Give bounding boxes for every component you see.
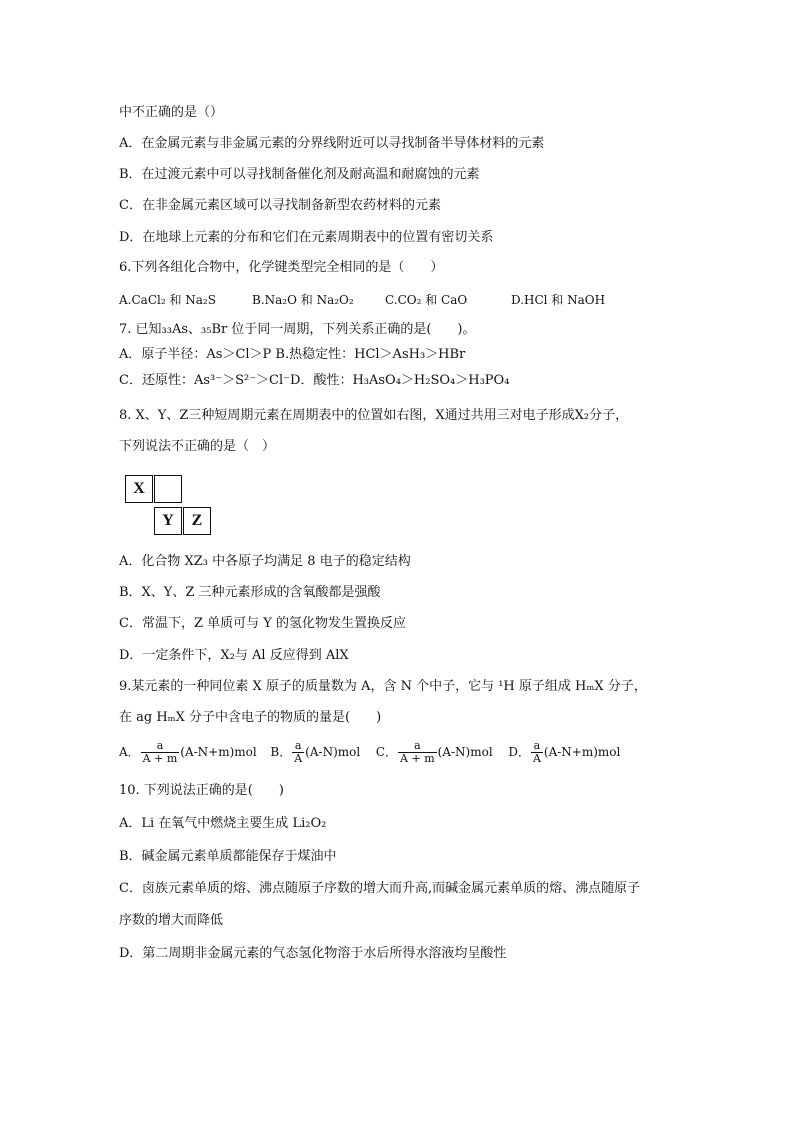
q9-option-a-label: A． xyxy=(119,745,140,759)
cell-y: Y xyxy=(154,507,182,535)
cell-x: X xyxy=(125,475,153,503)
q8-option-c: C．常温下，Z 单质可与 Y 的氢化物发生置换反应 xyxy=(119,616,406,631)
q5-option-d: D．在地球上元素的分布和它们在元素周期表中的位置有密切关系 xyxy=(119,230,494,245)
q5-option-b: B．在过渡元素中可以寻找制备催化剂及耐高温和耐腐蚀的元素 xyxy=(119,167,480,182)
q9-option-c-fraction: $\frac{a}{A + m}$ xyxy=(400,739,435,765)
q10-option-c-line2: 序数的增大而降低 xyxy=(119,913,224,928)
q8-option-a: A．化合物 XZ₃ 中各原子均满足 8 电子的稳定结构 xyxy=(119,554,411,569)
q9-option-b-fraction: $\frac{a}{A}$ xyxy=(294,739,303,765)
q7-stem: 7. 已知₃₃As、₃₅Br 位于同一周期，下列关系正确的是( )。 xyxy=(119,322,476,337)
q10-option-b: B．碱金属元素单质都能保存于煤油中 xyxy=(119,849,337,864)
q8-stem-line1: 8. X、Y、Z三种短周期元素在周期表中的位置如右图，X通过共用三对电子形成X₂分子， xyxy=(119,408,629,423)
q9-stem-line1: 9.某元素的一种同位素 X 原子的质量数为 A，含 N 个中子，它与 ¹H 原子组成 HₘX 分子， xyxy=(119,679,647,694)
q8-option-d: D．一定条件下，X₂与 Al 反应得到 AlX xyxy=(119,648,349,663)
cell-empty xyxy=(154,475,182,503)
q9-option-b-tail: (A-N)mol xyxy=(305,745,361,759)
q5-stem: 中不正确的是（） xyxy=(119,105,224,120)
q7-options-ab: A．原子半径：As＞Cl＞P B.热稳定性：HCl＞AsH₃＞HBr xyxy=(119,347,466,362)
q9-option-c-tail: (A-N)mol xyxy=(437,745,493,759)
q9-option-c-label: C． xyxy=(375,745,398,759)
q6-option-c: C.CO₂ 和 CaO xyxy=(385,293,468,307)
q6-stem: 6.下列各组化合物中，化学键类型完全相同的是（ ） xyxy=(119,260,444,275)
q5-option-a: A．在金属元素与非金属元素的分界线附近可以寻找制备半导体材料的元素 xyxy=(119,136,545,151)
q9-option-d-tail: (A-N+m)mol xyxy=(543,745,621,759)
q9-option-a-tail: (A-N+m)mol xyxy=(180,745,257,759)
q9-stem-line2: 在 ag HₘX 分子中含电子的物质的量是( ) xyxy=(119,710,382,725)
q10-option-c-line1: C．卤族元素单质的熔、沸点随原子序数的增大而升高,而碱金属元素单质的熔、沸点随原子 xyxy=(119,881,641,896)
cell-z: Z xyxy=(183,507,211,535)
q5-option-c: C．在非金属元素区域可以寻找制备新型农药材料的元素 xyxy=(119,198,441,213)
q9-option-d-fraction: $\frac{a}{A}$ xyxy=(532,739,541,765)
q9-option-a-fraction: $\frac{a}{A + m}$ xyxy=(142,739,178,765)
q10-option-a: A．Li 在氧气中燃烧主要生成 Li₂O₂ xyxy=(119,816,327,831)
q10-stem: 10. 下列说法正确的是( ) xyxy=(119,783,284,798)
q9-option-d-label: D． xyxy=(508,745,530,759)
q9-option-b-label: B． xyxy=(270,745,292,759)
q6-option-b: B.Na₂O 和 Na₂O₂ xyxy=(252,293,354,307)
q6-option-d: D.HCl 和 NaOH xyxy=(511,293,606,307)
q8-stem-line2: 下列说法不正确的是（ ） xyxy=(119,439,276,454)
q7-options-cd: C．还原性：As³⁻＞S²⁻＞Cl⁻D．酸性：H₃AsO₄＞H₂SO₄＞H₃PO₄ xyxy=(119,373,510,388)
q6-option-a: A.CaCl₂ 和 Na₂S xyxy=(119,293,216,307)
q10-option-d: D．第二周期非金属元素的气态氢化物溶于水后所得水溶液均呈酸性 xyxy=(119,946,507,961)
q9-options xyxy=(119,737,620,767)
q6-options xyxy=(119,291,605,309)
q8-option-b: B．X、Y、Z 三种元素形成的含氧酸都是强酸 xyxy=(119,585,381,600)
